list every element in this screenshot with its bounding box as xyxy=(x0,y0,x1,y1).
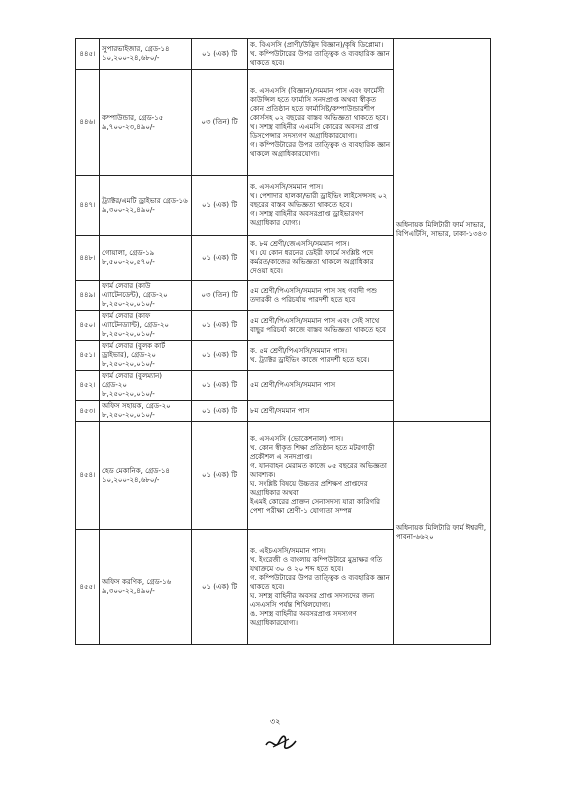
pay-scale: ৯,৭০০-২৩,৪৯০/- xyxy=(102,122,155,131)
post-count: ০১ (এক) টি xyxy=(192,371,248,401)
requirements-cell xyxy=(248,176,394,236)
requirements-cell xyxy=(248,530,394,645)
pay-scale: ৮,২৫০-২০,০১০/- xyxy=(102,390,155,398)
pay-scale: ৮,৫০০-২০,৫৭০/- xyxy=(102,258,155,266)
post-cell xyxy=(100,281,192,311)
post-cell xyxy=(100,341,192,371)
post-cell xyxy=(100,401,192,422)
post-cell xyxy=(100,311,192,341)
post-count: ০১ (এক) টি xyxy=(192,311,248,341)
post-count: ০১ (এক) টি xyxy=(192,401,248,422)
requirements-cell xyxy=(248,311,394,341)
row-serial: ৪৫৪। xyxy=(76,422,100,530)
post-name: অফিস করণিক, গ্রেড-১৬ xyxy=(102,578,172,586)
requirement-line: খ। যে কোন ধরনের ডেইরী ফার্মে সংশ্লিষ্ট পদে কর্মরত/কাজের অভিজ্ঞতা থাকলে অগ্রাধিকার দেওয়া হবে। xyxy=(250,249,374,275)
requirement-line: গ. কম্পিউটারের উপর তাত্ত্বিক ও ব্যবহারিক জ্ঞান থাকতে হবে। xyxy=(250,573,390,591)
pay-scale: ৯,৩০০-২২,৪৯০/- xyxy=(102,587,155,595)
requirements-cell xyxy=(248,401,394,422)
post-count: ০১ (এক) টি xyxy=(192,341,248,371)
post-count: ০১ (এক) টি xyxy=(192,530,248,645)
requirement-line: ৫ম শ্রেণী/পিএসসি/সমমান পাস সহ গবাদী পশু তদারকী ও পরিচর্যায় পারদর্শী হতে হবে xyxy=(250,286,378,304)
requirement-line: খ। পেশাদার হালকা/ভারী ড্রাইভিং লাইসেন্সসহ ০২ বছরের বাস্তব অভিজ্ঞতা থাকতে হবে। xyxy=(250,192,388,209)
row-serial: ৪৫২। xyxy=(76,371,100,401)
post-cell xyxy=(100,39,192,70)
post-cell xyxy=(100,530,192,645)
post-name: গোয়ালা, গ্রেড-১৯ xyxy=(102,249,155,257)
pay-scale: ১০,২০০-২৪,৬৮০/- xyxy=(102,475,160,484)
post-cell xyxy=(100,236,192,281)
requirement-line: ক. এইচএসসি/সমমান পাস। xyxy=(250,546,326,555)
requirement-line: ক. এসএসসি (ভোকেশনাল) পাস। xyxy=(250,435,344,443)
requirement-line: খ. কোন স্বীকৃত শিক্ষা প্রতিষ্ঠান হতে মটরগাড়ী প্রকৌশল এ সনদপ্রাপ্ত। xyxy=(250,444,375,461)
post-count: ০৩ (তিন) টি xyxy=(192,281,248,311)
requirement-line: ৮ম শ্রেণী/সমমান পাস xyxy=(250,406,310,415)
row-serial: ৪৫১। xyxy=(76,341,100,371)
post-count: ০১ (এক) টি xyxy=(192,236,248,281)
post-count: ০১ (এক) টি xyxy=(192,422,248,530)
post-name: অফিস সহায়ক, গ্রেড-২০ xyxy=(102,402,171,410)
post-name: ফার্ম লেবার (বুলম্যান) গ্রেড-২০ xyxy=(102,372,163,389)
requirement-line: ইএমই কোরের প্রাক্তন সেনাসদস্য যারা কারিগরি পেশা পরীক্ষা শ্রেণী-১ যোগ্যতা সম্পন্ন xyxy=(250,498,380,515)
office-address: অধিনায়ক মিলিটারি ফার্ম ঈশ্বরদী, পাবনা-৬৬২০ xyxy=(394,422,491,645)
post-name: ফার্ম লেবার (কাফ এ্যাটেনড্যান্ট), গ্রেড-২০ xyxy=(102,312,169,329)
post-cell xyxy=(100,371,192,401)
pay-scale: ৮,২৫০-২০,০১০/- xyxy=(102,330,155,338)
requirement-line: খ. কম্পিউটারের উপর তাত্ত্বিক ও ব্যবহারিক জ্ঞান থাকতে হবে। xyxy=(250,49,390,67)
requirement-line: ক. বিএসসি (প্রাণী/উদ্ভিদ বিজ্ঞান)/কৃষি ডিপ্লোমা। xyxy=(250,40,384,49)
requirements-cell xyxy=(248,341,394,371)
requirement-line: ৫ম শ্রেণী/পিএসসি/সমমান পাস xyxy=(250,381,336,389)
requirement-line: ক. এসএসসি/সমমান পাস। xyxy=(250,183,323,191)
pay-scale: ৯,৩০০-২২,৪৯০/- xyxy=(102,205,155,214)
requirement-line: গ. যানবাহন মেরামত কাজে ০৫ বছরের অভিজ্ঞতা আবশ্যক। xyxy=(250,462,387,479)
requirement-line: ক. এসএসসি (বিজ্ঞান)/সমমান পাস এবং ফার্মেসী কাউন্সিল হতে ফার্মাসি সনদপ্রাপ্ত অথবা স্বীকৃত কোন প্রতিষ্ঠান হতে ফার্মাসিষ্ট/কম্পাউন্ডারশীপ কোর্সসহ ০২ বছরের বাস্তব অভিজ্ঞতা থাকতে হবে। xyxy=(250,86,389,122)
post-name: ট্র্যাক্টর/এমটি ড্রাইভার গ্রেড-১৬ xyxy=(102,196,188,205)
post-name: ফার্ম লেবার (বুলক কার্ট ড্রাইভার), গ্রেড-২০ xyxy=(102,342,166,359)
requirement-line: গ। কম্পিউটারের উপর তাত্ত্বিক ও ব্যবহারিক জ্ঞান থাকলে অগ্রাধিকারযোগ্য। xyxy=(250,140,391,158)
requirements-cell xyxy=(248,371,394,401)
requirement-line: ক. ৫ম শ্রেণী/পিএসসি/সমমান পাস। xyxy=(250,346,347,355)
requirement-line: খ। সশস্ত্র বাহিনীর এএমসি কোরের অবসর প্রাপ্ত ডিসপেন্সার সদস্যগণ অগ্রাধিকারযোগ্য। xyxy=(250,122,379,140)
pay-scale: ৮,২৫০-২০,০১০/- xyxy=(102,411,155,419)
row-serial: ৪৫৫। xyxy=(76,530,100,645)
post-cell xyxy=(100,176,192,236)
post-name: কম্পাউন্ডার, গ্রেড-১৫ xyxy=(102,113,164,122)
recruitment-table xyxy=(75,38,491,645)
pay-scale: ৮,২৫০-২০,০১০/- xyxy=(102,300,155,308)
row-serial: ৪৫০। xyxy=(76,311,100,341)
post-cell xyxy=(100,70,192,176)
row-serial: ৪৪৭। xyxy=(76,176,100,236)
post-name: সুপারভাইজার, গ্রেড-১৪ xyxy=(102,45,170,53)
post-count: ০৩ (তিন) টি xyxy=(192,70,248,176)
requirement-line: ক. ৮ম শ্রেণী/জেএসসি/সমমান পাস। xyxy=(250,240,350,248)
office-address: অধিনায়ক মিলিটারী ফার্ম সাভার, বিপিএটিসি, সাভার, ঢাকা-১৩৪৩ xyxy=(394,39,491,422)
row-serial: ৪৪৫। xyxy=(76,39,100,70)
requirement-line: ঙ. সশস্ত্র বাহিনীর অবসরপ্রাপ্ত সদস্যগণ অগ্রাধিকারযোগ্য। xyxy=(250,609,357,627)
requirement-line: ঘ. সশস্ত্র বাহিনীর অবসর প্রাপ্ত সদস্যদের জন্য এসএসসি পর্যন্ত শিথিলযোগ্য। xyxy=(250,591,375,609)
requirement-line: ঘ. সংশ্লিষ্ট বিষয়ে উচ্চতর প্রশিক্ষণ প্রাপ্তদের অগ্রাধিকার অথবা xyxy=(250,480,368,497)
table-row xyxy=(76,422,491,530)
requirement-line: গ। সশস্ত্র বাহিনীর অবসরপ্রাপ্ত ড্রাইভারগণ অগ্রাধিকার যোগ্য। xyxy=(250,210,364,227)
table-row xyxy=(76,39,491,70)
post-cell xyxy=(100,422,192,530)
post-count: ০১ (এক) টি xyxy=(192,176,248,236)
row-serial: ৪৪৮। xyxy=(76,236,100,281)
requirement-line: খ. ইংরেজী ও বাংলায় কম্পিউটারে মুদ্রাক্ষর গতি যথাক্রমে ৩০ ও ২০ শব্দ হতে হবে। xyxy=(250,555,383,573)
row-serial: ৪৪৯। xyxy=(76,281,100,311)
row-serial: ৪৪৬। xyxy=(76,70,100,176)
row-serial: ৪৫৩। xyxy=(76,401,100,422)
post-name: হেড মেকানিক, গ্রেড-১৪ xyxy=(102,466,170,475)
requirements-cell xyxy=(248,39,394,70)
requirements-cell xyxy=(248,236,394,281)
post-name: ফার্ম লেবার (কাউ এ্যাটেনডেন্ট), গ্রেড-২০ xyxy=(102,282,168,299)
requirements-cell xyxy=(248,422,394,530)
page-number: ৩২ xyxy=(270,717,281,726)
requirements-cell xyxy=(248,281,394,311)
post-count: ০১ (এক) টি xyxy=(192,39,248,70)
pay-scale: ৮,২৫০-২০,০১০/- xyxy=(102,360,155,368)
signature-mark xyxy=(263,733,299,753)
requirement-line: খ. ট্র্যাক্টর ড্রাইভিং কাজে পারদর্শী হতে হবে। xyxy=(250,355,370,364)
pay-scale: ১০,২০০-২৪,৬৮০/- xyxy=(102,54,160,62)
requirement-line: ৫ম শ্রেণী/পিএসসি/সমমান পাস এবং সেই সাথে বাছুর পরিচর্যা কাজে বাস্তব অভিজ্ঞতা থাকতে হবে xyxy=(250,316,386,334)
requirements-cell xyxy=(248,70,394,176)
